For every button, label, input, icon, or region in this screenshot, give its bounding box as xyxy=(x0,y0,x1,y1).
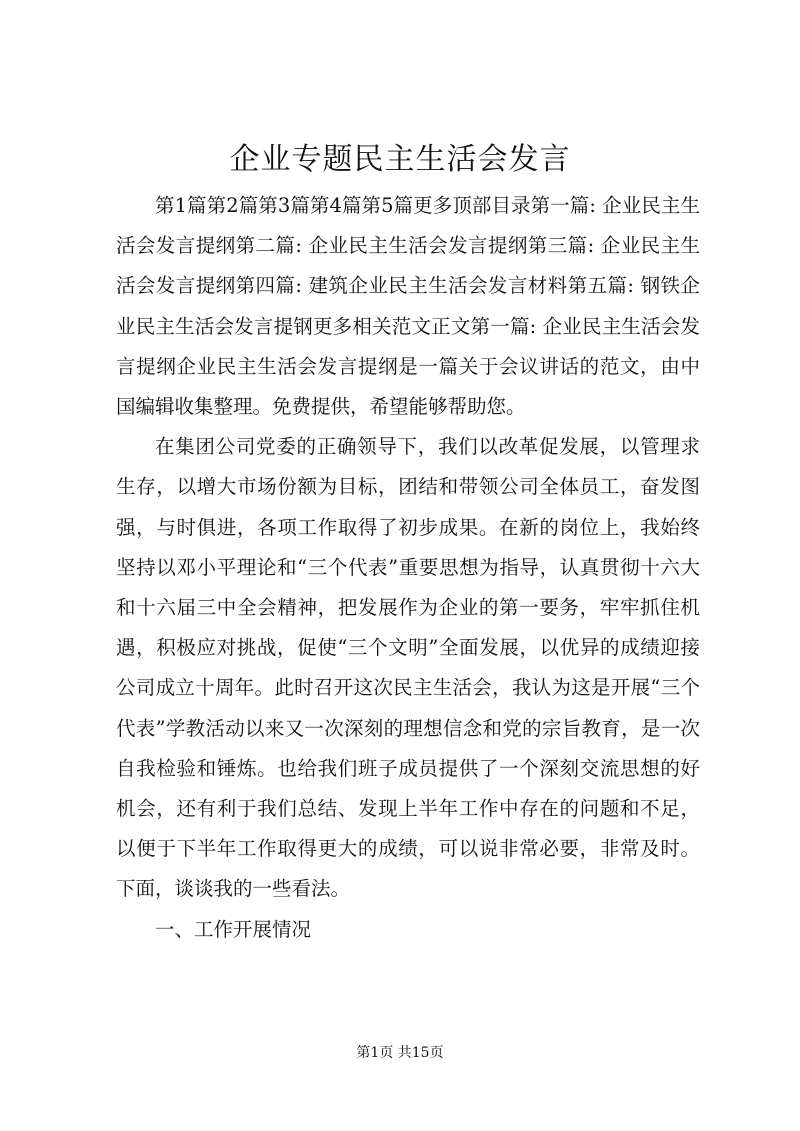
page-number: 第1页 共15页 xyxy=(356,1045,444,1061)
paragraph-speech-intro: 在集团公司党委的正确领导下，我们以改革促发展，以管理求生存，以增大市场份额为目标，团结和带领公司全体员工，奋发图强，与时俱进，各项工作取得了初步成果。在新的岗位上，我始终坚持以邓小平理论和“三个代表”重要思想为指导，认真贯彻十六大和十六届三中全会精神，把发展作为企业的第一要务，牢牢抓住机遇，积极应对挑战，促使“三个文明”全面发展，以优异的成绩迎接公司成立十周年。此时召开这次民主生活会，我认为这是开展“三个代表”学教活动以来又一次深刻的理想信念和党的宗旨教育，是一次自我检验和锤炼。也给我们班子成员提供了一个深刻交流思想的好机会，还有利于我们总结、发现上半年工作中存在的问题和不足，以便于下半年工作取得更大的成绩，可以说非常必要，非常及时。下面，谈谈我的一些看法。 xyxy=(116,435,700,901)
paragraph-table-of-contents: 第1篇第2篇第3篇第4篇第5篇更多顶部目录第一篇: 企业民主生活会发言提纲第二篇: 企业民主生活会发言提纲第三篇: 企业民主生活会发言提纲第四篇: 建筑企业民主生活会发言材料第五篇: 钢铁企业民主生活会发言提钢更多相关范文正文第一篇: 企业民主生活会发言提纲企业民主生活会发言提纲是一篇关于会议讲话的范文，由中国编辑收集整理。免费提供，希望能够帮助您。 xyxy=(116,194,700,419)
document-title: 企业专题民主生活会发言 xyxy=(229,142,571,177)
section-heading-work-status: 一、工作开展情况 xyxy=(155,917,312,941)
document-body xyxy=(116,186,700,950)
